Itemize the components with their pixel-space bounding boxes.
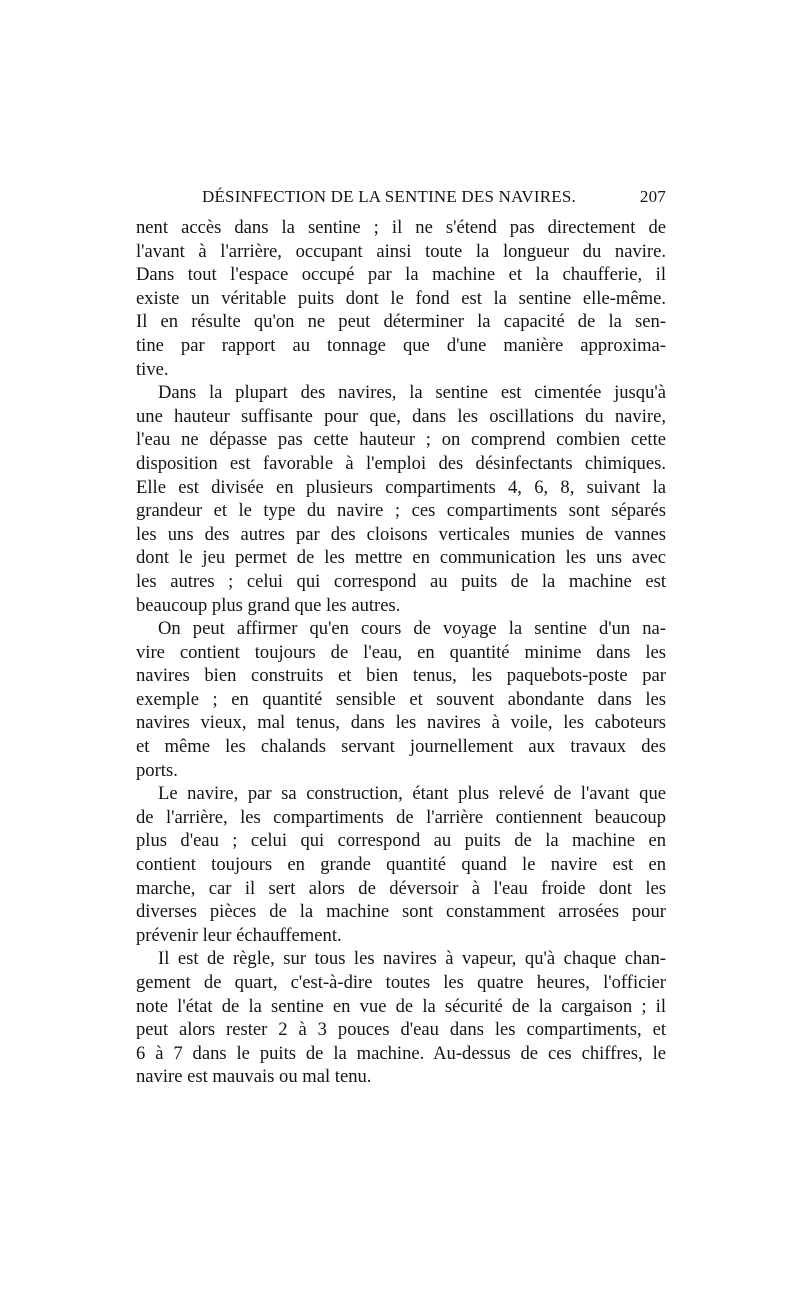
text-line: peut alors rester 2 à 3 pouces d'eau dans les compartiments, et [136, 1019, 666, 1041]
text-line: navire est mauvais ou mal tenu. [136, 1066, 372, 1088]
text-line: nent accès dans la sentine ; il ne s'étend pas directement de [136, 217, 666, 238]
text-line: navires bien construits et bien tenus, les paquebots-poste par [136, 665, 666, 687]
paragraph-3 [136, 617, 666, 782]
text-line: Dans tout l'espace occupé par la machine et la chaufferie, il [136, 264, 666, 286]
text-line: Il en résulte qu'on ne peut déterminer la capacité de la sen- [136, 311, 666, 333]
text-line: exemple ; en quantité sensible et souvent abondante dans les [136, 688, 666, 710]
text-line: contient toujours en grande quantité quand le navire est en [136, 854, 666, 876]
text-line: l'eau ne dépasse pas cette hauteur ; on comprend combien cette [136, 429, 666, 451]
text-line: les autres ; celui qui correspond au puits de la machine est [136, 570, 666, 592]
text-line: prévenir leur échauffement. [136, 924, 342, 946]
text-line: les uns des autres par des cloisons verticales munies de vannes [136, 523, 666, 545]
text-line: On peut affirmer qu'en cours de voyage la sentine d'un na- [158, 618, 666, 640]
running-head [136, 187, 666, 213]
text-line: ports. [136, 759, 178, 781]
text-line: Il est de règle, sur tous les navires à vapeur, qu'à chaque chan- [158, 948, 666, 970]
page-number: 207 [639, 187, 666, 206]
text-line: beaucoup plus grand que les autres. [136, 594, 401, 616]
text-line: vire contient toujours de l'eau, en quantité minime dans les [136, 641, 666, 663]
text-line: disposition est favorable à l'emploi des désinfectants chimiques. [136, 452, 666, 474]
text-line: note l'état de la sentine en vue de la sécurité de la cargaison ; il [136, 995, 666, 1017]
body-text [136, 216, 666, 1089]
text-line: diverses pièces de la machine sont constamment arrosées pour [136, 901, 666, 923]
text-line: navires vieux, mal tenus, dans les navires à voile, les caboteurs [136, 712, 666, 734]
paragraph-5 [136, 947, 666, 1089]
text-line: dont le jeu permet de les mettre en communication les uns avec [136, 547, 666, 569]
text-line: de l'arrière, les compartiments de l'arrière contiennent beaucoup [136, 806, 666, 828]
text-line: l'avant à l'arrière, occupant ainsi toute la longueur du navire. [136, 240, 666, 262]
paragraph-1 [136, 216, 666, 381]
paragraph-4 [136, 782, 666, 947]
text-line: plus d'eau ; celui qui correspond au puits de la machine en [136, 830, 666, 852]
text-line: Elle est divisée en plusieurs compartiments 4, 6, 8, suivant la [136, 476, 666, 498]
text-line: tive. [136, 358, 169, 380]
running-title: DÉSINFECTION DE LA SENTINE DES NAVIRES. [202, 187, 576, 206]
text-line: 6 à 7 dans le puits de la machine. Au-dessus de ces chiffres, le [136, 1042, 666, 1064]
text-line: gement de quart, c'est-à-dire toutes les quatre heures, l'officier [136, 972, 666, 993]
text-line: Dans la plupart des navires, la sentine est cimentée jusqu'à [158, 382, 666, 404]
text-line: marche, car il sert alors de déversoir à l'eau froide dont les [136, 877, 666, 899]
text-line: une hauteur suffisante pour que, dans les oscillations du navire, [136, 405, 666, 427]
paragraph-2 [136, 381, 666, 617]
text-line: Le navire, par sa construction, étant plus relevé de l'avant que [158, 783, 666, 805]
text-line: tine par rapport au tonnage que d'une manière approxima- [136, 334, 666, 356]
text-line: existe un véritable puits dont le fond est la sentine elle-même. [136, 287, 666, 309]
text-line: grandeur et le type du navire ; ces compartiments sont séparés [136, 500, 666, 522]
text-line: et même les chalands servant journellement aux travaux des [136, 736, 666, 758]
